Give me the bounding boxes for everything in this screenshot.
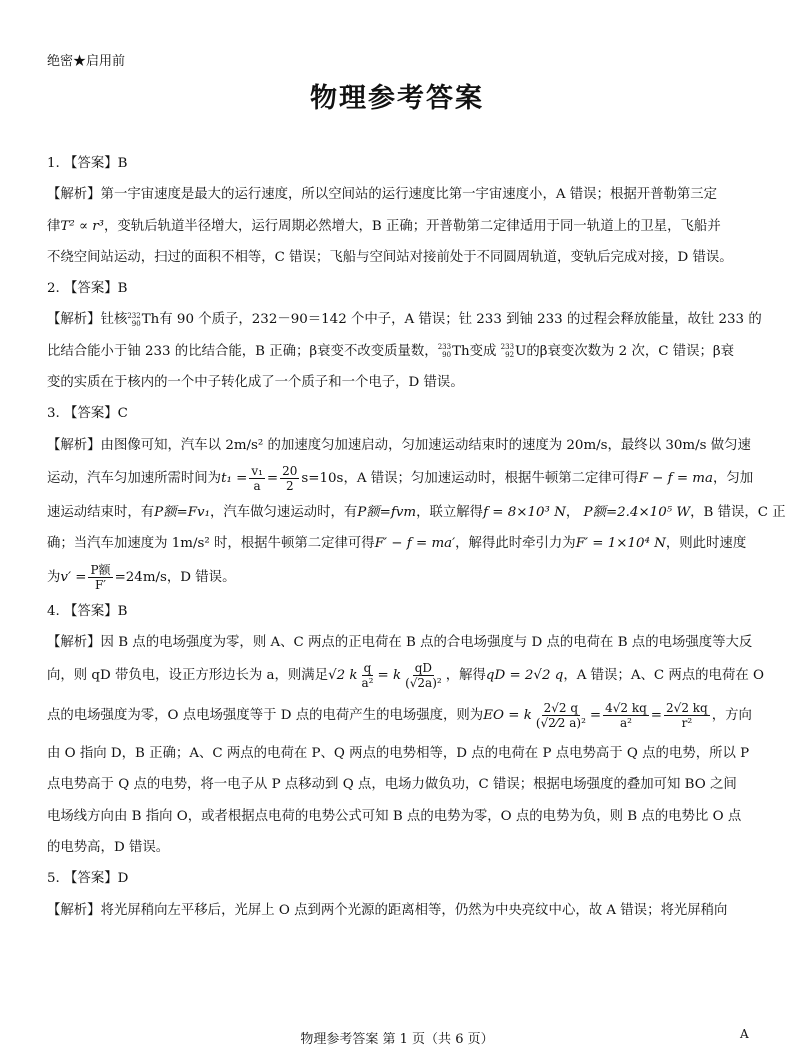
q2-line-3: 变的实质在于核内的一个中子转化成了一个质子和一个电子，D 错误。 <box>47 375 464 391</box>
mass-number: 233 <box>500 343 515 352</box>
q3-line-5 <box>47 560 751 596</box>
denominator: (√2a)² <box>405 676 442 691</box>
q2-line-1 <box>47 304 762 335</box>
q4-text: ，方向 <box>711 708 752 724</box>
numerator: 2√2 kq <box>666 701 708 716</box>
traction-value: F′ = 1×10⁴ N <box>575 536 666 552</box>
atomic-number: 92 <box>505 351 515 360</box>
q3-text: ，联立解得 <box>416 504 484 520</box>
denominator: a <box>253 478 261 493</box>
fraction <box>280 464 299 493</box>
secret-label: 绝密★启用前 <box>47 54 126 69</box>
q2-line-2 <box>47 336 751 367</box>
fraction <box>664 701 710 730</box>
q3-text: ，汽车做匀速运动时，有 <box>209 504 358 520</box>
th233-nuclide-numbers <box>438 343 451 359</box>
q1-text: 律 <box>47 218 61 234</box>
atomic-number: 90 <box>131 319 141 328</box>
q4-line-1: 【解析】因 B 点的电场强度为零，则 A、C 两点的正电荷在 B 点的合电场强度与 D 点的电荷在 B 点的电场强度等大反 <box>47 634 753 650</box>
numerator: qD <box>414 661 433 676</box>
q2-answer: 2. 【答案】B <box>47 281 128 297</box>
mass-number: 232 <box>127 311 141 320</box>
denominator: r² <box>681 716 693 731</box>
q4-line-6: 电场线方向由 B 指向 O，或者根据点电荷的电势公式可知 B 点的电势为零，O 点的电势为负，则 B 点的电势比 O 点 <box>47 808 742 824</box>
q5-answer: 5. 【答案】D <box>47 871 129 887</box>
q1-line-2 <box>47 211 751 242</box>
q1-text: ，变轨后轨道半径增大，运行周期必然增大，B 正确；开普勒第二定律适用于同一轨道上的卫星，飞船并 <box>104 218 721 234</box>
equals-sign: = <box>650 708 663 724</box>
q3-text: ，A 错误；匀加速运动时，根据牛顿第二定律可得 <box>343 470 639 486</box>
q4-line-4: 由 O 指向 D，B 正确；A、C 两点的电荷在 P、Q 两点的电势相等，D 点的电荷在 P 点电势高于 Q 点的电势，所以 P <box>47 746 750 762</box>
numerator: 20 <box>282 463 298 478</box>
friction-value: f = 8×10³ N <box>483 504 566 520</box>
q3-line-3: 速运动结束时，有P额=Fv₁，汽车做匀速运动时，有P额=fvm，联立解得f = 8×10³ N， P额=2.4×10⁵ W，B 错误，C 正 <box>47 504 786 520</box>
q3-answer: 3. 【答案】C <box>47 406 128 422</box>
nuclide-symbol: U <box>515 343 527 359</box>
denominator: (√2⁄2 a)² <box>535 716 586 731</box>
q3-text: ，B 错误，C 正 <box>690 504 786 520</box>
numerator: v₁ <box>251 463 263 478</box>
q3-text: 为 <box>47 569 61 585</box>
denominator: 2 <box>285 478 294 493</box>
numerator: P额 <box>90 562 111 577</box>
equals-sign: = <box>589 708 602 724</box>
q4-text: ，A 错误；A、C 两点的电荷在 O <box>563 668 764 684</box>
denominator: a² <box>361 676 374 691</box>
power-formula: P额=Fv₁ <box>154 504 210 520</box>
answer-content <box>47 148 786 926</box>
q3-text: 速运动结束时，有 <box>47 504 155 520</box>
fraction <box>534 701 588 730</box>
u233-nuclide-numbers <box>501 343 514 359</box>
q2-text: 的β衰变次数为 2 次，C 错误；β衰 <box>526 343 735 359</box>
q4-text: 点的电场强度为零，O 点电场强度等于 D 点的电荷产生的电场强度，则为 <box>47 708 484 724</box>
power-value: P额=2.4×10⁵ W <box>583 504 691 520</box>
denominator: F′ <box>94 577 107 592</box>
page-footer: 物理参考答案 第 1 页（共 6 页） <box>300 1032 494 1047</box>
fraction <box>360 661 376 690</box>
fraction <box>88 563 112 592</box>
q2-text: 【解析】钍核 <box>47 312 128 328</box>
q2-text: 有 90 个质子，232－90＝142 个中子，A 错误；钍 233 到铀 233 的过程会释放能量，故钍 233 的 <box>159 312 762 328</box>
q4-line-2 <box>47 658 764 694</box>
q4-text: 向，则 qD 带负电，设正方形边长为 a，则满足 <box>47 668 329 684</box>
t1-formula: t₁ = <box>221 470 248 486</box>
mass-number: 233 <box>437 343 452 352</box>
th-nuclide-numbers <box>127 312 140 328</box>
denominator: a² <box>619 716 632 731</box>
fraction <box>603 701 649 730</box>
q1-answer: 1. 【答案】B <box>47 156 128 171</box>
paper-code: A <box>740 1027 749 1041</box>
q4-text: ，解得 <box>445 668 486 684</box>
kepler-formula: T² ∝ r³ <box>60 218 105 234</box>
numerator: 4√2 kq <box>605 701 647 716</box>
coulomb-formula: √2 k <box>328 668 358 684</box>
q3-line-1: 【解析】由图像可知，汽车以 2m/s² 的加速度匀加速启动，匀加速运动结束时的速度为 20m/s，最终以 30m/s 做匀速 <box>47 437 751 453</box>
q4-line-7: 的电势高，D 错误。 <box>47 840 170 856</box>
numerator: 2√2 q <box>543 701 579 716</box>
q4-answer: 4. 【答案】B <box>47 603 128 619</box>
page-title: 物理参考答案 <box>310 83 484 114</box>
atomic-number: 90 <box>442 351 452 360</box>
newton-formula: F − f = ma <box>638 470 713 486</box>
coulomb-formula: = k <box>377 668 402 684</box>
nuclide-symbol: Th <box>141 312 160 328</box>
q3-text: 运动，汽车匀加速所需时间为 <box>47 470 222 486</box>
fraction <box>249 464 265 493</box>
fraction <box>403 661 444 690</box>
q3-text: ，则此时速度 <box>665 536 747 552</box>
q1-line-1: 【解析】第一宇宙速度是最大的运行速度，所以空间站的运行速度比第一宇宙速度小，A 错误；根据开普勒第三定 <box>47 187 718 203</box>
q2-text: 比结合能小于铀 233 的比结合能，B 正确；β衰变不改变质量数， <box>47 343 438 359</box>
q2-text: 变成 <box>469 343 497 359</box>
q5-line-1: 【解析】将光屏稍向左平移后，光屏上 O 点到两个光源的距离相等，仍然为中央亮纹中心，故 A 错误；将光屏稍向 <box>47 902 728 918</box>
q3-text: =24m/s，D 错误。 <box>114 569 236 585</box>
t1-result: s=10s <box>301 470 344 486</box>
nuclide-symbol: Th <box>452 343 470 359</box>
q3-text: 确；当汽车加速度为 1m/s² 时，根据牛顿第二定律可得 <box>47 536 375 552</box>
charge-value: qD = 2√2 q <box>485 668 564 684</box>
velocity-formula: v′ = <box>60 569 87 585</box>
q3-line-4 <box>47 528 751 559</box>
power-formula: P额=fvm <box>357 504 417 520</box>
q4-line-5: 点电势高于 Q 点的电势，将一电子从 P 点移动到 Q 点，电场力做负功，C 错误；根据电场强度的叠加可知 BO 之间 <box>47 777 737 793</box>
numerator: q <box>363 661 372 676</box>
q1-line-3: 不绕空间站运动，扫过的面积不相等，C 错误；飞船与空间站对接前处于不同圆周轨道，变轨后完成对接，D 错误。 <box>47 249 733 265</box>
q3-text: ，解得此时牵引力为 <box>455 536 576 552</box>
q3-text: ，匀加 <box>712 470 754 486</box>
equals-sign: = <box>266 470 279 486</box>
newton-formula: F′ − f = ma′ <box>374 536 456 552</box>
q4-line-3 <box>47 694 751 738</box>
field-formula: EO = k <box>483 708 532 724</box>
q3-line-2 <box>47 461 754 497</box>
